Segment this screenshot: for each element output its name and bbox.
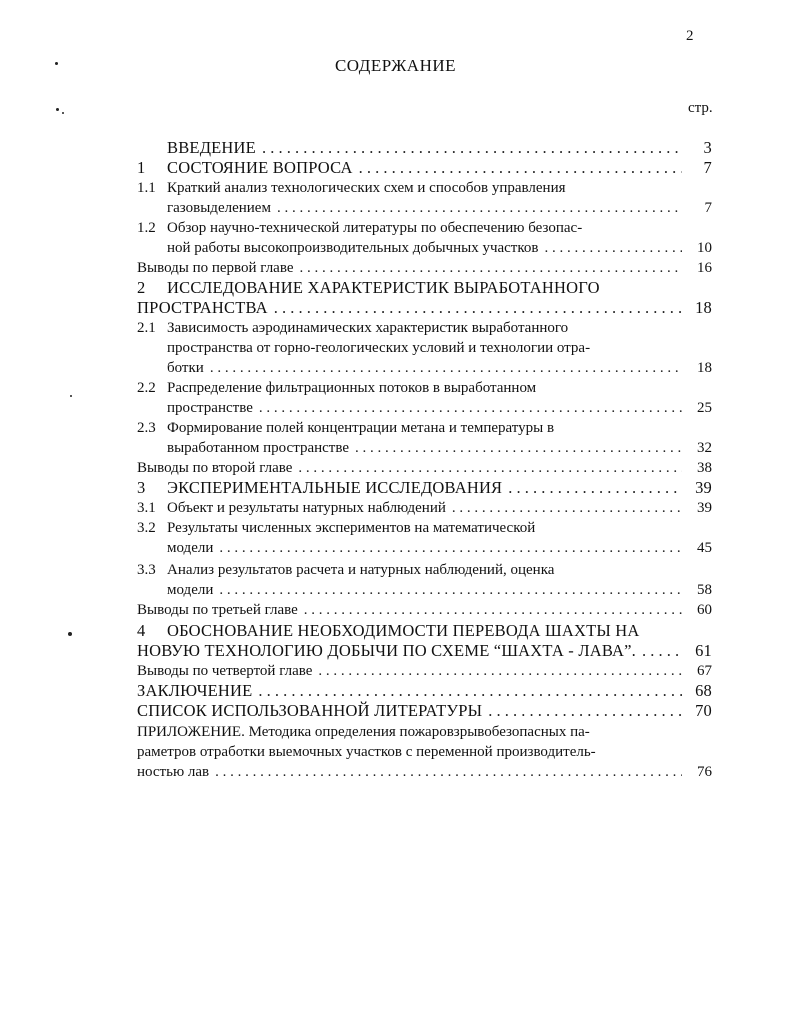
leader-dots bbox=[262, 138, 682, 158]
toc-entry-page: 38 bbox=[697, 460, 712, 476]
leader-dots bbox=[304, 600, 682, 620]
leader-dots bbox=[508, 478, 682, 498]
toc-entry-appendix-cont[interactable] bbox=[137, 742, 712, 762]
toc-entry-number: 3 bbox=[137, 478, 146, 497]
toc-entry-chapter-4-cont[interactable] bbox=[137, 641, 712, 661]
toc-entry-text: Распределение фильтрационных потоков в выработанном bbox=[167, 380, 537, 396]
toc-entry-section-2-2-cont[interactable] bbox=[137, 398, 712, 418]
toc-entry-page: 18 bbox=[697, 360, 712, 376]
toc-entry-bibliography[interactable] bbox=[137, 701, 712, 721]
toc-entry-section-1-1[interactable] bbox=[137, 178, 712, 198]
toc-entry-text: модели bbox=[167, 582, 214, 598]
toc-entry-page: 58 bbox=[697, 582, 712, 598]
toc-entry-section-3-3-cont[interactable] bbox=[137, 580, 712, 600]
toc-entry-chapter-1[interactable] bbox=[137, 158, 712, 178]
toc-entry-appendix[interactable] bbox=[137, 722, 712, 742]
toc-entry-number: 2.3 bbox=[137, 420, 156, 436]
toc-entry-text: выработанном пространстве bbox=[167, 440, 350, 456]
toc-entry-page: 16 bbox=[697, 260, 712, 276]
toc-entry-appendix-cont2[interactable] bbox=[137, 762, 712, 782]
leader-dots bbox=[300, 258, 683, 278]
toc-entry-text: ПРОСТРАНСТВА bbox=[137, 298, 268, 317]
toc-entry-number: 1.2 bbox=[137, 220, 156, 236]
toc-entry-number: 1 bbox=[137, 158, 146, 177]
toc-entry-page: 25 bbox=[697, 400, 712, 416]
scan-speck bbox=[68, 632, 72, 636]
toc-entry-text: ЭКСПЕРИМЕНТАЛЬНЫЕ ИССЛЕДОВАНИЯ bbox=[167, 478, 503, 497]
leader-dots bbox=[215, 762, 682, 782]
toc-entry-chapter-3[interactable] bbox=[137, 478, 712, 498]
toc-entry-text: раметров отработки выемочных участков с переменной производитель- bbox=[137, 744, 596, 760]
toc-entry-page: 68 bbox=[695, 681, 712, 700]
toc-entry-text: Выводы по четвертой главе bbox=[137, 663, 313, 679]
toc-entry-text: Выводы по первой главе bbox=[137, 260, 294, 276]
toc-entry-text: СПИСОК ИСПОЛЬЗОВАННОЙ ЛИТЕРАТУРЫ bbox=[137, 701, 483, 720]
toc-entry-text: ОБОСНОВАНИЕ НЕОБХОДИМОСТИ ПЕРЕВОДА ШАХТЫ НА bbox=[167, 621, 640, 640]
toc-entry-number: 3.3 bbox=[137, 562, 156, 578]
toc-entry-chapter-2[interactable] bbox=[137, 278, 712, 298]
toc-entry-page: 45 bbox=[697, 540, 712, 556]
toc-entry-section-2-1-cont2[interactable] bbox=[137, 358, 712, 378]
toc-entry-page: 32 bbox=[697, 440, 712, 456]
toc-entry-page: 61 bbox=[695, 641, 712, 660]
toc-entry-text: ботки bbox=[167, 360, 204, 376]
toc-entry-page: 39 bbox=[697, 500, 712, 516]
toc-entry-text: ИССЛЕДОВАНИЕ ХАРАКТЕРИСТИК ВЫРАБОТАННОГО bbox=[167, 278, 600, 297]
toc-entry-page: 60 bbox=[697, 602, 712, 618]
toc-entry-conclusions-2[interactable] bbox=[137, 458, 712, 478]
toc-entry-section-3-1[interactable] bbox=[137, 498, 712, 518]
toc-entry-page: 7 bbox=[704, 200, 712, 216]
toc-entry-text: ЗАКЛЮЧЕНИЕ bbox=[137, 681, 253, 700]
toc-entry-section-2-2[interactable] bbox=[137, 378, 712, 398]
toc-entry-section-3-2[interactable] bbox=[137, 518, 712, 538]
page-title: СОДЕРЖАНИЕ bbox=[334, 56, 457, 75]
toc-entry-number: 2.1 bbox=[137, 320, 156, 336]
toc-entry-section-3-2-cont[interactable] bbox=[137, 538, 712, 558]
toc-entry-section-3-3[interactable] bbox=[137, 560, 712, 580]
toc-entry-number: 2 bbox=[137, 278, 146, 297]
toc-entry-conclusions-4[interactable] bbox=[137, 661, 712, 681]
toc-entry-page: 70 bbox=[695, 701, 712, 720]
leader-dots bbox=[274, 298, 682, 318]
scan-speck bbox=[56, 108, 59, 111]
toc-entry-chapter-2-cont[interactable] bbox=[137, 298, 712, 318]
leader-dots bbox=[488, 701, 682, 721]
toc-entry-text: Обзор научно-технической литературы по обеспечению безопас- bbox=[167, 220, 583, 236]
toc-entry-text: пространстве bbox=[167, 400, 253, 416]
toc-entry-page: 10 bbox=[697, 240, 712, 256]
toc-entry-text: модели bbox=[167, 540, 214, 556]
toc-entry-section-2-3-cont[interactable] bbox=[137, 438, 712, 458]
toc-entry-text: Результаты численных экспериментов на математической bbox=[167, 520, 536, 536]
toc-entry-text: НОВУЮ ТЕХНОЛОГИЮ ДОБЫЧИ ПО СХЕМЕ “ШАХТА - ЛАВА”. bbox=[137, 641, 636, 660]
toc-entry-section-2-1[interactable] bbox=[137, 318, 712, 338]
toc-entry-number: 3.1 bbox=[137, 500, 156, 516]
toc-entry-section-1-2-cont[interactable] bbox=[137, 238, 712, 258]
leader-dots bbox=[452, 498, 682, 518]
toc-entry-number: 4 bbox=[137, 621, 146, 640]
toc-entry-text: ной работы высокопроизводительных добычных участков bbox=[167, 240, 539, 256]
toc-entry-section-2-3[interactable] bbox=[137, 418, 712, 438]
leader-dots bbox=[210, 358, 682, 378]
leader-dots bbox=[298, 458, 682, 478]
toc-entry-text: ностью лав bbox=[137, 764, 210, 780]
toc-entry-text: Выводы по третьей главе bbox=[137, 602, 298, 618]
toc-entry-intro[interactable] bbox=[137, 138, 712, 158]
leader-dots bbox=[359, 158, 682, 178]
leader-dots bbox=[355, 438, 682, 458]
toc-entry-page: 18 bbox=[695, 298, 712, 317]
toc-entry-text: Выводы по второй главе bbox=[137, 460, 293, 476]
toc-entry-page: 7 bbox=[703, 158, 712, 177]
toc-entry-page: 67 bbox=[697, 663, 712, 679]
leader-dots bbox=[544, 238, 682, 258]
scan-speck bbox=[55, 62, 58, 65]
toc-entry-number: 2.2 bbox=[137, 380, 156, 396]
toc-entry-section-2-1-cont[interactable] bbox=[137, 338, 712, 358]
toc-entry-text: пространства от горно-геологических условий и технологии отра- bbox=[167, 340, 591, 356]
toc-entry-text: ПРИЛОЖЕНИЕ. Методика определения пожаровзрывобезопасных па- bbox=[137, 724, 590, 740]
pages-column-header: стр. bbox=[688, 100, 713, 116]
leader-dots bbox=[277, 198, 682, 218]
toc-entry-text: Объект и результаты натурных наблюдений bbox=[167, 500, 446, 516]
toc-entry-chapter-4[interactable] bbox=[137, 621, 712, 641]
toc-entry-text: газовыделением bbox=[167, 200, 271, 216]
toc-entry-text: Анализ результатов расчета и натурных наблюдений, оценка bbox=[167, 562, 555, 578]
leader-dots bbox=[258, 681, 682, 701]
toc-entry-text: ВВЕДЕНИЕ bbox=[167, 138, 256, 157]
leader-dots bbox=[219, 580, 682, 600]
toc-entry-page: 39 bbox=[695, 478, 712, 497]
toc-entry-number: 1.1 bbox=[137, 180, 156, 196]
toc-entry-conclusions-3[interactable] bbox=[137, 600, 712, 620]
toc-entry-text: СОСТОЯНИЕ ВОПРОСА bbox=[167, 158, 353, 177]
toc-entry-conclusions-1[interactable] bbox=[137, 258, 712, 278]
toc-entry-section-1-2[interactable] bbox=[137, 218, 712, 238]
toc-entry-text: Краткий анализ технологических схем и способов управления bbox=[167, 180, 566, 196]
toc-entry-number: 3.2 bbox=[137, 520, 156, 536]
toc-entry-text: Формирование полей концентрации метана и температуры в bbox=[167, 420, 555, 436]
leader-dots bbox=[219, 538, 682, 558]
toc-entry-conclusion[interactable] bbox=[137, 681, 712, 701]
toc-entry-page: 3 bbox=[703, 138, 712, 157]
toc-entry-page: 76 bbox=[697, 764, 712, 780]
leader-dots bbox=[318, 661, 682, 681]
leader-dots bbox=[642, 641, 682, 661]
toc-entry-section-1-1-cont[interactable] bbox=[137, 198, 712, 218]
toc-entry-text: Зависимость аэродинамических характеристик выработанного bbox=[167, 320, 569, 336]
scan-speck bbox=[70, 395, 72, 397]
page-number: 2 bbox=[686, 28, 694, 44]
leader-dots bbox=[259, 398, 682, 418]
scan-speck bbox=[62, 112, 64, 114]
